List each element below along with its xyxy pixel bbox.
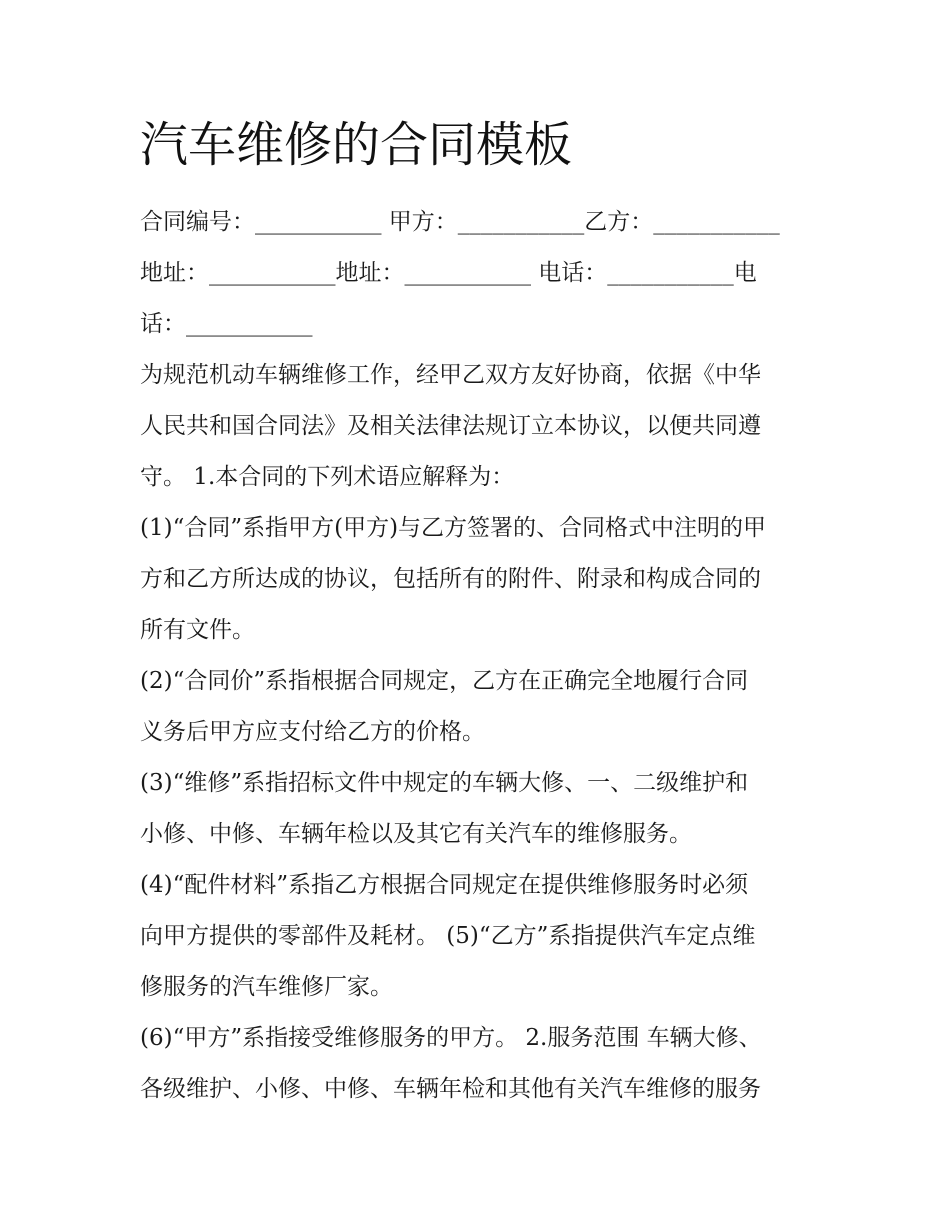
text-line: 方和乙方所达成的协议，包括所有的附件、附录和构成合同的 (140, 566, 761, 592)
text-line: 义务后甲方应支付给乙方的价格。 (140, 719, 485, 745)
text-line: 为规范机动车辆维修工作，经甲乙双方友好协商，依据《中华 (140, 362, 761, 388)
text-line: 小修、中修、车辆年检以及其它有关汽车的维修服务。 (140, 821, 692, 847)
text-line: 所有文件。 (140, 617, 255, 643)
document-body (140, 197, 812, 1115)
text-line: (1)“合同”系指甲方(甲方)与乙方签署的、合同格式中注明的甲 (140, 515, 767, 541)
text-line: 修服务的汽车维修厂家。 (140, 974, 393, 1000)
document-title: 汽车维修的合同模板 (140, 117, 573, 173)
text-line: (3)“维修”系指招标文件中规定的车辆大修、一、二级维护和 (140, 770, 749, 796)
text-line: 人民共和国合同法》及相关法律法规订立本协议，以便共同遵 (140, 413, 761, 439)
text-line: 合同编号：___________ 甲方：___________乙方：___________ (140, 209, 780, 235)
text-line: (4)“配件材料”系指乙方根据合同规定在提供维修服务时必须 (140, 872, 749, 898)
text-line: 向甲方提供的零部件及耗材。 (5)“乙方”系指提供汽车定点维 (140, 923, 756, 949)
text-line: (2)“合同价”系指根据合同规定，乙方在正确完全地履行合同 (140, 668, 749, 694)
text-line: (6)“甲方”系指接受维修服务的甲方。 2.服务范围 车辆大修、 (140, 1025, 762, 1051)
text-line: 话：___________ (140, 311, 313, 337)
text-line: 各级维护、小修、中修、车辆年检和其他有关汽车维修的服务 (140, 1076, 761, 1102)
text-line: 地址：___________地址：___________ 电话：___________电 (140, 260, 757, 286)
text-line: 守。 1.本合同的下列术语应解释为： (140, 464, 515, 490)
